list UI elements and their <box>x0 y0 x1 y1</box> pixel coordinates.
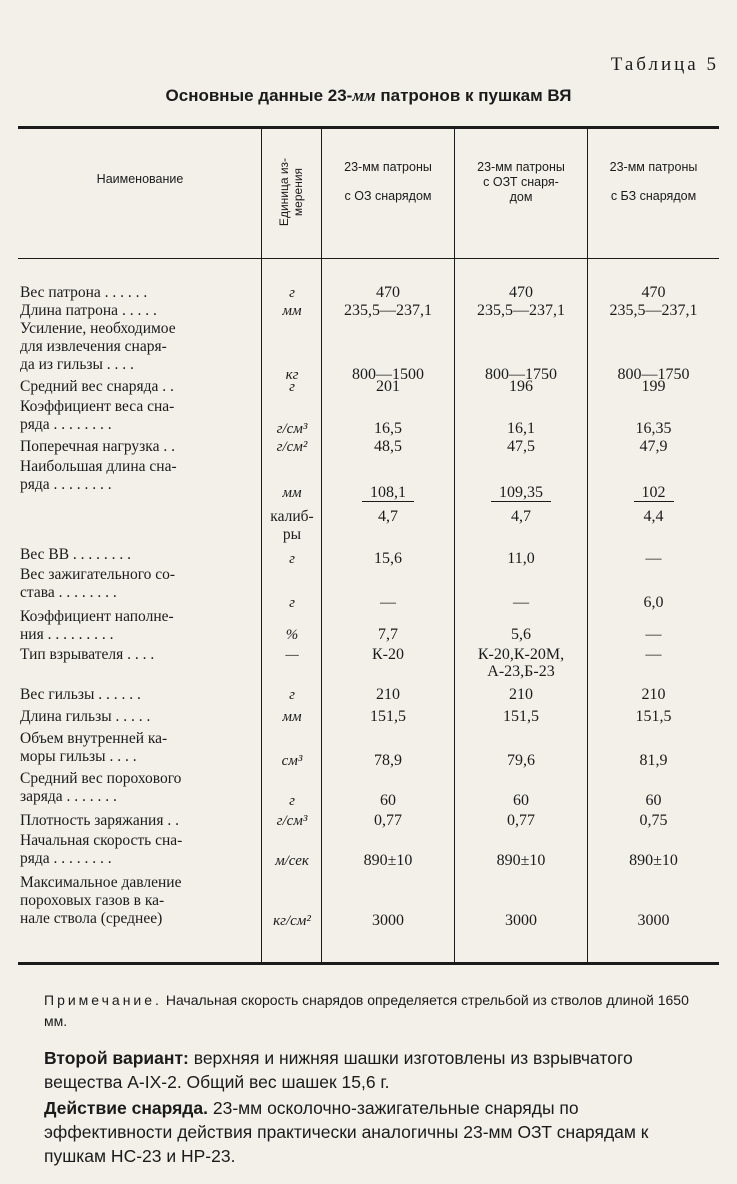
row-unit: — <box>285 647 299 663</box>
row-value: 79,6 <box>507 752 535 769</box>
row-value <box>588 484 719 502</box>
row-value: 0,75 <box>639 812 668 829</box>
row-unit: калиб- ры <box>270 508 314 543</box>
row-value: 11,0 <box>507 550 535 567</box>
row-label <box>20 566 260 602</box>
row-value: 235,5—237,1 <box>344 302 432 319</box>
row-value: 60 <box>645 792 662 809</box>
row-value: 890±10 <box>496 852 546 869</box>
row-value: 16,35 <box>635 420 672 437</box>
row-value: 47,9 <box>639 438 668 455</box>
row-label-line: для извлечения снаря- <box>20 338 167 355</box>
fraction-numerator: 108,1 <box>362 484 414 502</box>
row-value <box>455 484 587 502</box>
row-value: 470 <box>641 284 666 301</box>
row-label <box>20 398 260 434</box>
row-unit: см³ <box>281 753 303 769</box>
row-label <box>20 546 260 564</box>
row-value: 16,5 <box>374 420 402 437</box>
row-label-line: ряда . . . . . . . . <box>20 850 112 867</box>
row-value: 470 <box>509 284 533 301</box>
row-value: 800—1500 <box>352 366 424 383</box>
row-label <box>20 646 260 664</box>
row-value: 210 <box>509 686 533 703</box>
row-label-line: Длина гильзы . . . . . <box>20 708 151 725</box>
row-value: 0,77 <box>507 812 535 829</box>
row-value: — <box>645 550 662 567</box>
row-label-line: ния . . . . . . . . . <box>20 626 114 643</box>
row-label-line: Вес зажигательного со- <box>20 566 176 583</box>
row-label-line: Объем внутренней ка- <box>20 730 168 747</box>
row-label <box>20 730 260 766</box>
row-unit: м/сек <box>275 853 309 869</box>
column-header-unit: Единица из- мерения <box>277 157 305 227</box>
row-value: 151,5 <box>635 708 672 725</box>
row-value: 60 <box>513 792 529 809</box>
row-label-line: става . . . . . . . . <box>20 584 117 601</box>
row-value: 196 <box>509 378 533 395</box>
row-unit: г <box>289 595 295 611</box>
row-label <box>20 770 260 806</box>
row-value: 800—1750 <box>485 366 557 383</box>
row-unit: кг/см² <box>273 913 311 929</box>
row-label-line: Средний вес снаряда . . <box>20 378 174 395</box>
row-label <box>20 812 260 830</box>
row-label-line: Поперечная нагрузка . . <box>20 438 175 455</box>
row-value: 151,5 <box>503 708 539 725</box>
table-bottom-rule <box>18 962 719 965</box>
row-value: 4,7 <box>511 508 531 525</box>
row-label <box>20 458 260 494</box>
row-value: 890±10 <box>363 852 413 869</box>
row-value: 890±10 <box>629 852 678 869</box>
row-value: 15,6 <box>374 550 402 567</box>
row-label-line: Коэффициент веса сна- <box>20 398 175 415</box>
row-unit: г <box>289 793 295 809</box>
row-value: К-20 <box>372 646 404 663</box>
row-value: 4,4 <box>643 508 664 525</box>
fraction-numerator: 109,35 <box>491 484 551 502</box>
row-value: — <box>380 594 396 611</box>
row-value: — <box>513 594 529 611</box>
row-unit: % <box>285 627 299 643</box>
row-label-line: моры гильзы . . . . <box>20 748 137 765</box>
row-value: 151,5 <box>370 708 406 725</box>
row-label-line: Максимальное давление <box>20 874 182 891</box>
row-unit: мм <box>282 485 302 501</box>
row-value: 81,9 <box>639 752 668 769</box>
column-header-name: Наименование <box>96 172 184 186</box>
row-value: 470 <box>376 284 400 301</box>
row-value: 201 <box>376 378 400 395</box>
row-value <box>322 484 454 502</box>
row-label-line: Тип взрывателя . . . . <box>20 646 155 663</box>
row-unit: г/см² <box>276 439 308 455</box>
column-divider <box>587 126 588 962</box>
fraction-numerator: 102 <box>634 484 674 502</box>
row-value: 48,5 <box>374 438 402 455</box>
row-label-line: Наибольшая длина сна- <box>20 458 177 475</box>
row-value: 3000 <box>637 912 670 929</box>
row-unit: кг <box>285 367 299 383</box>
table-number: Таблица 5 <box>610 54 719 75</box>
row-label-line: ряда . . . . . . . . <box>20 416 112 433</box>
row-label-line: Вес гильзы . . . . . . <box>20 686 141 703</box>
row-label-line: Длина патрона . . . . . <box>20 302 157 319</box>
row-value: 3000 <box>372 912 404 929</box>
row-value: 235,5—237,1 <box>609 302 698 319</box>
row-unit: г <box>289 551 295 567</box>
row-label-line: Вес патрона . . . . . . <box>20 284 148 301</box>
row-label-line: Усиление, необходимое <box>20 320 176 337</box>
row-label-line: Плотность заряжания . . <box>20 812 179 829</box>
row-value: 235,5—237,1 <box>477 302 565 319</box>
table-top-rule <box>18 126 719 129</box>
row-value: 16,1 <box>507 420 535 437</box>
row-value: 47,5 <box>507 438 535 455</box>
row-unit: г/см³ <box>276 421 308 437</box>
row-value: 4,7 <box>378 508 398 525</box>
column-header-oz: 23-мм патроны с ОЗ снарядом <box>344 160 432 203</box>
row-unit: г <box>289 285 295 301</box>
table-title: Основные данные 23-мм патронов к пушкам ВЯ <box>165 86 572 105</box>
row-value: 78,9 <box>374 752 402 769</box>
row-label <box>20 832 260 868</box>
table-note: Примечание. Начальная скорость снарядов определяется стрельбой из стволов длиной 1650 мм. <box>44 992 689 1029</box>
row-label <box>20 686 260 704</box>
row-label <box>20 608 260 644</box>
row-unit: г <box>289 379 295 395</box>
row-unit: г/см³ <box>276 813 308 829</box>
row-label-line: Средний вес порохового <box>20 770 182 787</box>
row-label <box>20 438 260 456</box>
row-unit: мм <box>282 709 302 725</box>
column-divider <box>321 126 322 962</box>
row-value: 5,6 <box>511 626 531 643</box>
row-label <box>20 378 260 396</box>
row-label-line: пороховых газов в ка- <box>20 892 165 909</box>
row-value: 800—1750 <box>617 366 690 383</box>
paragraph-shell-action: Действие снаряда. 23-мм осколочно-зажигательные снаряды по эффективности действия практически аналогичны 23-мм ОЗТ снарядам к пушкам НС-23 и НР-23. <box>44 1098 649 1166</box>
row-value: 0,77 <box>374 812 402 829</box>
paragraph-second-variant: Второй вариант: верхняя и нижняя шашки изготовлены из взрывчатого вещества А-IX-2. Общий вес шашек 15,6 г. <box>44 1048 633 1092</box>
row-value: 7,7 <box>378 626 398 643</box>
row-value: — <box>645 646 662 663</box>
row-label-line: нале ствола (среднее) <box>20 910 163 927</box>
column-header-ozt: 23-мм патроны с ОЗТ снаря- дом <box>477 160 565 204</box>
row-value: 6,0 <box>643 594 664 611</box>
row-label-line: Коэффициент наполне- <box>20 608 174 625</box>
table-header-rule <box>18 258 719 259</box>
row-unit: г <box>289 687 295 703</box>
row-value: 210 <box>641 686 666 703</box>
row-value: 3000 <box>505 912 537 929</box>
row-label-line: ряда . . . . . . . . <box>20 476 112 493</box>
row-value: 199 <box>641 378 666 395</box>
column-header-bz: 23-мм патроны с БЗ снарядом <box>609 160 698 203</box>
row-label-line: Вес ВВ . . . . . . . . <box>20 546 132 563</box>
row-value: 210 <box>376 686 400 703</box>
row-label <box>20 708 260 726</box>
row-label <box>20 284 260 302</box>
row-value: К-20,К-20М, А-23,Б-23 <box>477 646 565 680</box>
row-value: 60 <box>380 792 396 809</box>
row-value: — <box>645 626 662 643</box>
row-label <box>20 302 260 320</box>
row-label-line: да из гильзы . . . . <box>20 356 134 373</box>
column-divider <box>454 126 455 962</box>
row-label-line: Начальная скорость сна- <box>20 832 183 849</box>
row-unit: мм <box>282 303 302 319</box>
row-label <box>20 874 260 928</box>
row-label <box>20 320 260 374</box>
row-label-line: заряда . . . . . . . <box>20 788 117 805</box>
